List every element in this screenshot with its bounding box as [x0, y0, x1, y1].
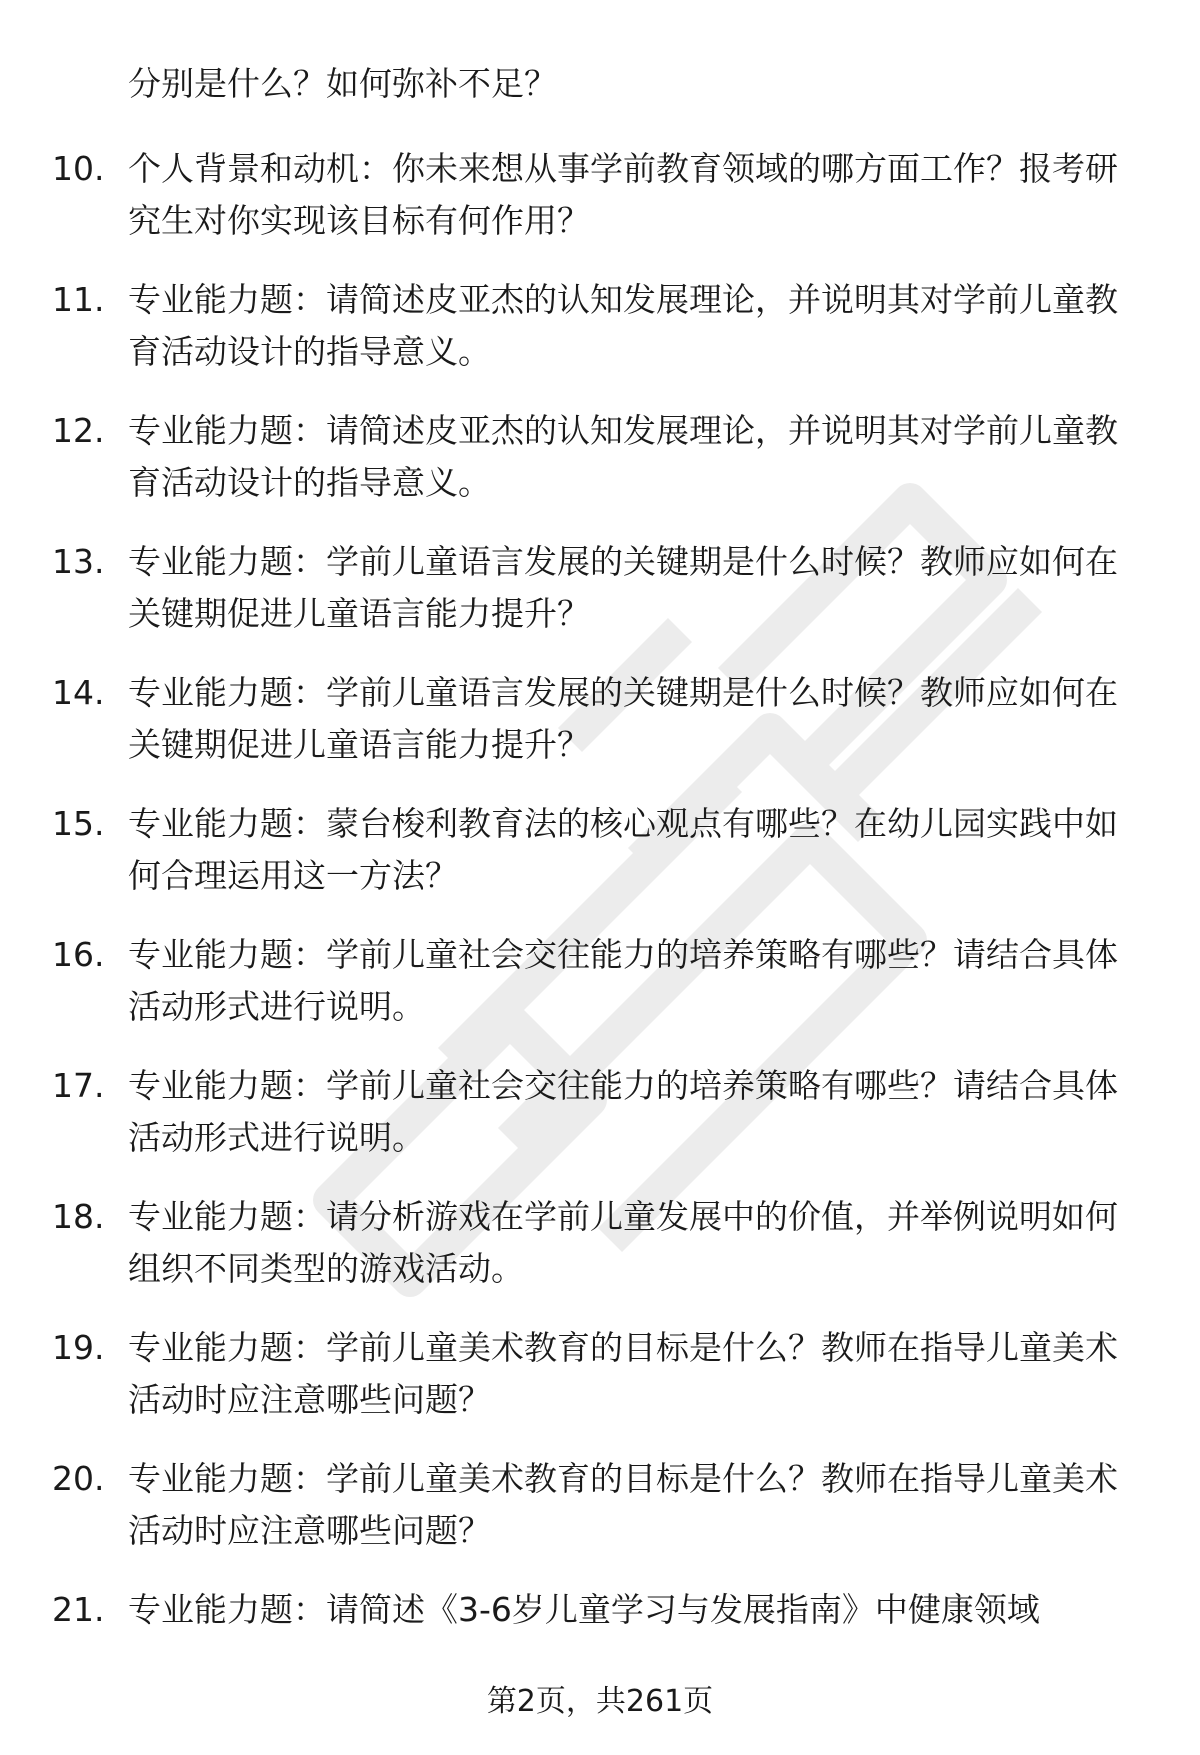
question-list — [0, 143, 1200, 1715]
question-number: 13. — [52, 542, 105, 581]
question-text: 专业能力题：请分析游戏在学前儿童发展中的价值，并举例说明如何组织不同类型的游戏活动。 — [128, 1197, 1118, 1288]
question-text: 专业能力题：请简述《3-6岁儿童学习与发展指南》中健康领域 — [128, 1590, 1040, 1629]
question-text: 个人背景和动机：你未来想从事学前教育领域的哪方面工作？报考研究生对你实现该目标有何作用？ — [128, 149, 1118, 240]
question-number: 19. — [52, 1328, 105, 1367]
question-text: 专业能力题：蒙台梭利教育法的核心观点有哪些？在幼儿园实践中如何合理运用这一方法？ — [128, 804, 1118, 895]
question-text: 专业能力题：请简述皮亚杰的认知发展理论，并说明其对学前儿童教育活动设计的指导意义。 — [128, 280, 1118, 371]
list-item — [0, 798, 1200, 929]
question-number: 21. — [52, 1590, 105, 1629]
question-number: 15. — [52, 804, 105, 843]
list-item — [0, 1322, 1200, 1453]
list-item — [0, 1060, 1200, 1191]
question-text: 专业能力题：学前儿童美术教育的目标是什么？教师在指导儿童美术活动时应注意哪些问题？ — [128, 1328, 1118, 1419]
continuation-text: 分别是什么？如何弥补不足？ — [128, 64, 557, 103]
list-item — [0, 405, 1200, 536]
list-item — [0, 143, 1200, 274]
list-item — [0, 536, 1200, 667]
question-number: 11. — [52, 280, 105, 319]
list-item — [0, 929, 1200, 1060]
list-item — [0, 667, 1200, 798]
list-item — [0, 1453, 1200, 1584]
question-number: 10. — [52, 149, 105, 188]
question-text: 专业能力题：学前儿童美术教育的目标是什么？教师在指导儿童美术活动时应注意哪些问题？ — [128, 1459, 1118, 1550]
question-text: 专业能力题：学前儿童社会交往能力的培养策略有哪些？请结合具体活动形式进行说明。 — [128, 1066, 1118, 1157]
list-item — [0, 274, 1200, 405]
question-number: 18. — [52, 1197, 105, 1236]
question-text: 专业能力题：学前儿童语言发展的关键期是什么时候？教师应如何在关键期促进儿童语言能力提升？ — [128, 542, 1118, 633]
question-number: 20. — [52, 1459, 105, 1498]
question-number: 12. — [52, 411, 105, 450]
question-text: 专业能力题：请简述皮亚杰的认知发展理论，并说明其对学前儿童教育活动设计的指导意义。 — [128, 411, 1118, 502]
question-number: 17. — [52, 1066, 105, 1105]
list-item — [0, 1191, 1200, 1322]
question-number: 14. — [52, 673, 105, 712]
question-number: 16. — [52, 935, 105, 974]
page-footer: 第2页，共261页 — [486, 1684, 714, 1719]
question-text: 专业能力题：学前儿童语言发展的关键期是什么时候？教师应如何在关键期促进儿童语言能力提升？ — [128, 673, 1118, 764]
question-text: 专业能力题：学前儿童社会交往能力的培养策略有哪些？请结合具体活动形式进行说明。 — [128, 935, 1118, 1026]
